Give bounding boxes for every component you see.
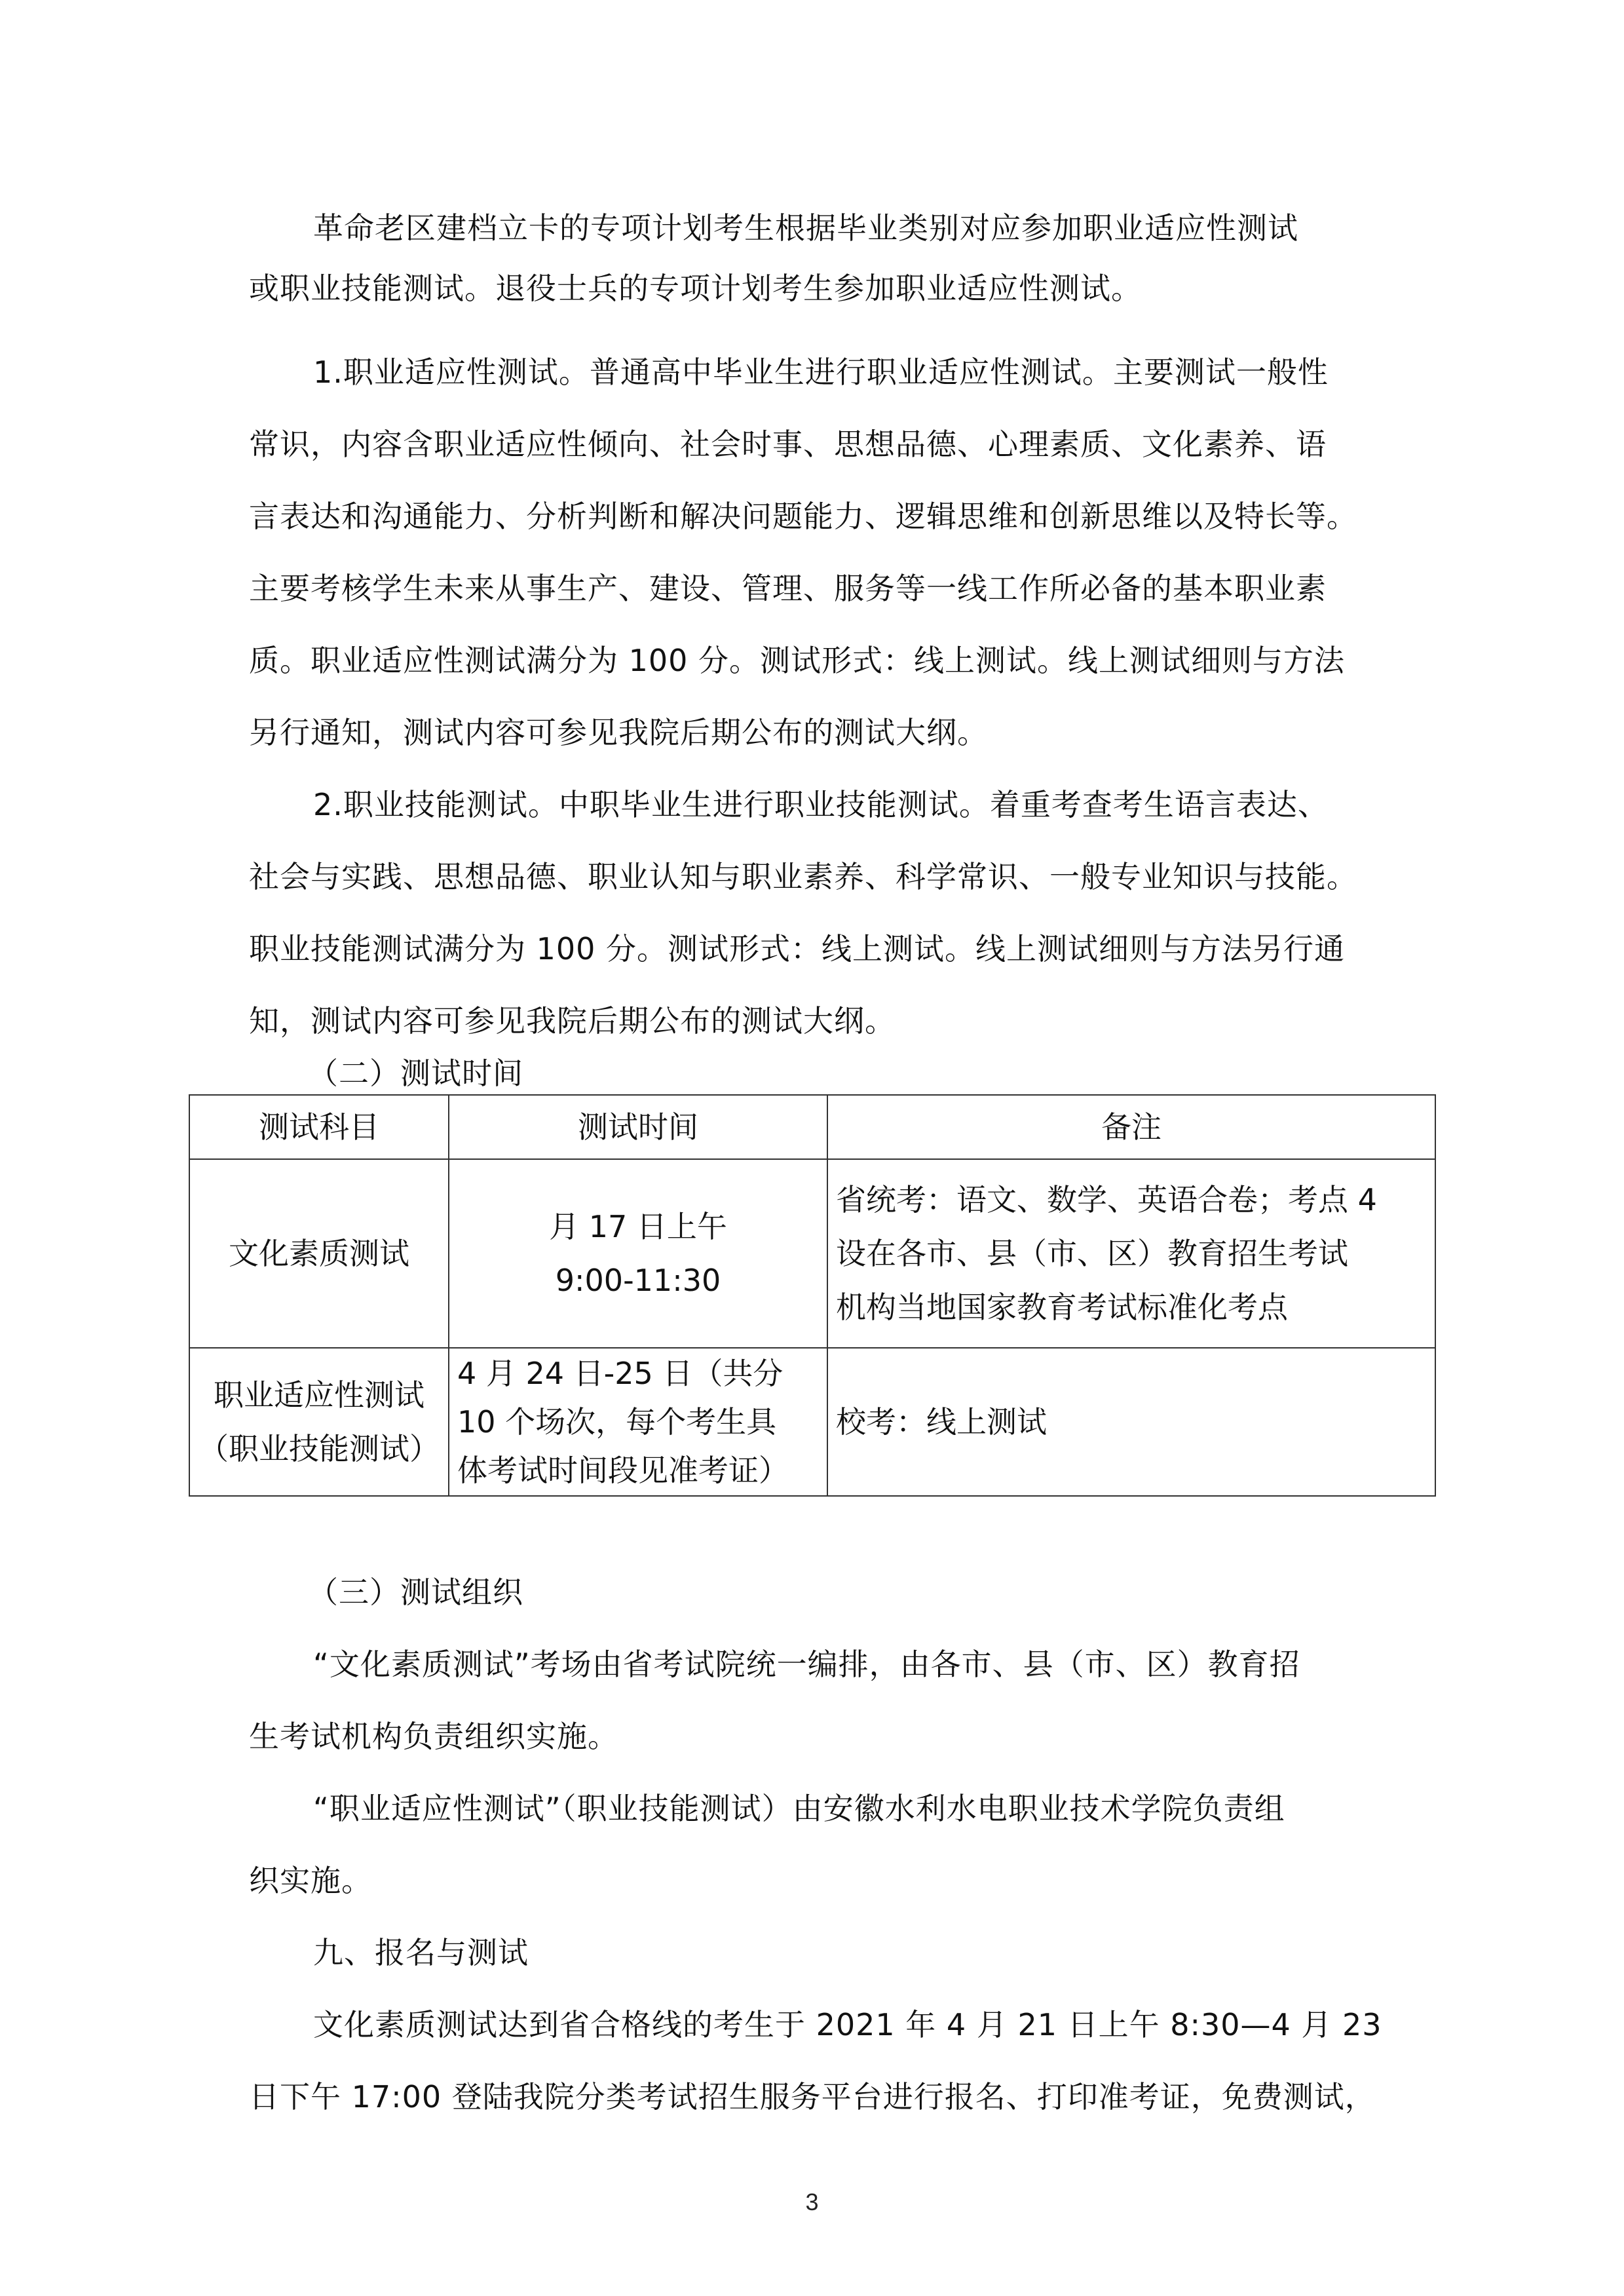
- cell-text: 省统考：语文、数学、英语合卷；考点 4: [836, 1182, 1377, 1217]
- page-number: 3: [805, 2189, 819, 2215]
- cell-text: 文化素质测试: [229, 1236, 409, 1271]
- cell-text: 月 17 日上午: [549, 1209, 727, 1244]
- table-cell-time: [449, 1159, 827, 1348]
- paragraph-line: 日下午 17:00 登陆我院分类考试招生服务平台进行报名、打印准考证，免费测试，: [249, 2079, 1376, 2114]
- paragraph-line: 职业技能测试满分为 100 分。测试形式：线上测试。线上测试细则与方法另行通: [249, 931, 1346, 966]
- test-schedule-table: [189, 1094, 1436, 1497]
- table-cell-subject: [189, 1159, 449, 1348]
- cell-text: 设在各市、县（市、区）教育招生考试: [836, 1236, 1348, 1271]
- table-cell-time: [449, 1348, 827, 1496]
- table-cell-note: [827, 1159, 1435, 1348]
- table-cell-subject: [189, 1348, 449, 1496]
- cell-text: （职业技能测试）: [198, 1431, 440, 1466]
- paragraph-line: 常识，内容含职业适应性倾向、社会时事、思想品德、心理素质、文化素养、语: [249, 427, 1327, 462]
- section-heading: （二）测试时间: [308, 1056, 523, 1091]
- cell-text: 9:00-11:30: [555, 1263, 721, 1298]
- table-cell-note: [827, 1348, 1435, 1496]
- table-header-row: [189, 1095, 1435, 1159]
- paragraph-line: 文化素质测试达到省合格线的考生于 2021 年 4 月 21 日上午 8:30—4 月 23: [313, 2007, 1382, 2042]
- paragraph-line: 质。职业适应性测试满分为 100 分。测试形式：线上测试。线上测试细则与方法: [249, 643, 1346, 678]
- section-heading: 九、报名与测试: [313, 1935, 529, 1970]
- cell-text: 10 个场次，每个考生具: [457, 1404, 777, 1440]
- paragraph-line: 革命老区建档立卡的专项计划考生根据毕业类别对应参加职业适应性测试: [313, 210, 1298, 246]
- paragraph-line: 知，测试内容可参见我院后期公布的测试大纲。: [249, 1003, 896, 1039]
- paragraph-line: 社会与实践、思想品德、职业认知与职业素养、科学常识、一般专业知识与技能。: [249, 859, 1357, 894]
- paragraph-line: 言表达和沟通能力、分析判断和解决问题能力、逻辑思维和创新思维以及特长等。: [249, 499, 1357, 534]
- paragraph-line: 或职业技能测试。退役士兵的专项计划考生参加职业适应性测试。: [249, 271, 1142, 306]
- paragraph-line: 1.职业适应性测试。普通高中毕业生进行职业适应性测试。主要测试一般性: [313, 354, 1329, 390]
- paragraph-line: “职业适应性测试”（职业技能测试）由安徽水利水电职业技术学院负责组: [313, 1791, 1285, 1826]
- paragraph-line: 织实施。: [249, 1863, 372, 1898]
- section-heading: （三）测试组织: [308, 1575, 523, 1610]
- table-row: [189, 1348, 1435, 1496]
- column-header: 备注: [827, 1095, 1435, 1159]
- paragraph-line: 2.职业技能测试。中职毕业生进行职业技能测试。着重考查考生语言表达、: [313, 787, 1329, 822]
- cell-text: 职业适应性测试: [214, 1377, 425, 1413]
- cell-text: 校考：线上测试: [836, 1404, 1047, 1440]
- column-header: 测试科目: [189, 1095, 449, 1159]
- paragraph-line: 另行通知，测试内容可参见我院后期公布的测试大纲。: [249, 715, 988, 750]
- cell-text: 4 月 24 日-25 日（共分: [457, 1356, 784, 1391]
- column-header: 测试时间: [449, 1095, 827, 1159]
- paragraph-line: 主要考核学生未来从事生产、建设、管理、服务等一线工作所必备的基本职业素: [249, 571, 1327, 606]
- cell-text: 机构当地国家教育考试标准化考点: [836, 1290, 1288, 1325]
- paragraph-line: “文化素质测试”考场由省考试院统一编排，由各市、县（市、区）教育招: [313, 1647, 1300, 1682]
- table-row: [189, 1159, 1435, 1348]
- cell-text: 体考试时间段见准考证）: [457, 1453, 789, 1488]
- paragraph-line: 生考试机构负责组织实施。: [249, 1719, 618, 1754]
